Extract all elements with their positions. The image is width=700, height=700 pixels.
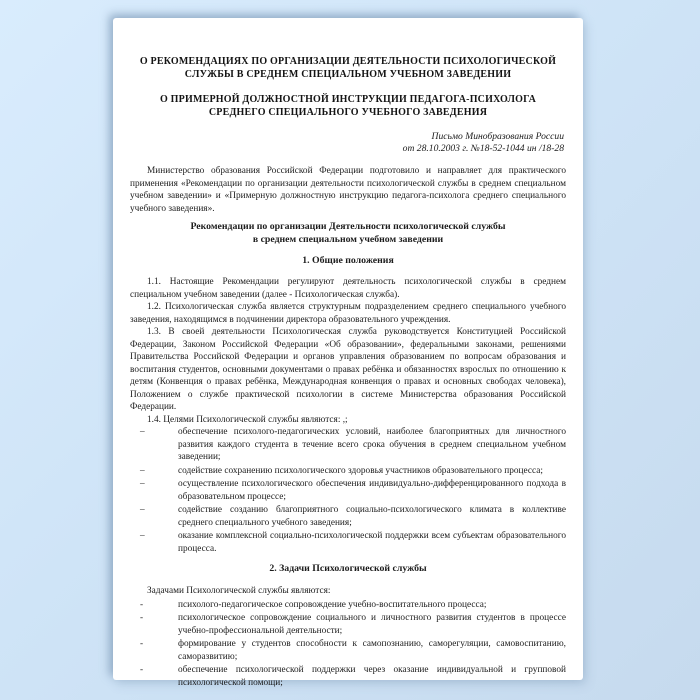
list-item bbox=[130, 612, 566, 637]
goal-item-text: содействие созданию благоприятного социально-психологического климата в коллективе среднего специального учебного заведения; bbox=[178, 505, 566, 528]
goal-item-text: содействие сохранению психологического здоровья участников образовательного процесса; bbox=[178, 465, 543, 476]
list-item bbox=[130, 465, 566, 478]
dash-bullet-marker: - bbox=[140, 613, 144, 623]
intro-paragraph: Министерство образования Российской Федерации подготовило и направляет для практического применения «Рекомендации по организации деятельности психологической службы в среднем специальном учебном заведении» и «Примерную должностную инструкцию педагога-психолога среднего специального учебного заведения». bbox=[130, 166, 566, 214]
letter-reference-source: Письмо Минобразования России bbox=[431, 131, 564, 142]
list-item bbox=[130, 530, 566, 555]
dash-bullet-marker: – bbox=[140, 427, 145, 437]
document-subtitle-line1: Рекомендации по организации Деятельности психологической службы bbox=[190, 221, 506, 232]
dash-bullet-marker: – bbox=[140, 479, 145, 489]
document-title-primary bbox=[136, 55, 560, 81]
list-item bbox=[130, 426, 566, 464]
section2-tasks-list bbox=[130, 599, 566, 690]
dash-bullet-marker: - bbox=[140, 599, 144, 610]
document-title-secondary-line2: СРЕДНЕГО СПЕЦИАЛЬНОГО УЧЕБНОГО ЗАВЕДЕНИЯ bbox=[208, 107, 488, 118]
section1-heading: 1. Общие положения bbox=[302, 255, 394, 266]
section2-lead: Задачами Психологической службы являются: bbox=[147, 586, 331, 596]
goal-item-text: осуществление психологического обеспечения индивидуально-дифференцированного подхода в образовательном процессе; bbox=[178, 479, 566, 502]
list-item bbox=[130, 638, 566, 663]
list-item bbox=[130, 478, 566, 503]
task-item-text: психолого-педагогическое сопровождение учебно-воспитательного процесса; bbox=[178, 599, 487, 610]
list-item bbox=[130, 664, 566, 689]
dash-bullet-marker: – bbox=[140, 531, 145, 541]
dash-bullet-marker: - bbox=[140, 665, 144, 675]
document-title-secondary bbox=[136, 93, 560, 119]
dash-bullet-marker: - bbox=[140, 639, 144, 649]
list-item bbox=[130, 599, 566, 612]
letter-reference-number: от 28.10.2003 г. №18-52-1044 ин /18-28 bbox=[402, 143, 564, 154]
clause-1-1: 1.1. Настоящие Рекомендации регулируют деятельность психологической службы в среднем специальном учебном заведении (далее - Психологическая служба). bbox=[130, 277, 566, 300]
document-title-secondary-line1: О ПРИМЕРНОЙ ДОЛЖНОСТНОЙ ИНСТРУКЦИИ ПЕДАГОГА-ПСИХОЛОГА bbox=[160, 94, 536, 105]
goal-item-text: обеспечение психолого-педагогических условий, наиболее благоприятных для личностного развития каждого студента в течение всего срока обучения в среднем специальном учебном заведении; bbox=[178, 427, 566, 462]
document-title-primary-line1: О РЕКОМЕНДАЦИЯХ ПО ОРГАНИЗАЦИИ ДЕЯТЕЛЬНОСТИ ПСИХОЛОГИЧЕСКОЙ bbox=[139, 56, 557, 67]
document-subtitle bbox=[130, 220, 566, 246]
clause-1-2: 1.2. Психологическая служба является структурным подразделением среднего специального учебного заведения, находящимся в подчинении директора образовательного учреждения. bbox=[130, 302, 566, 325]
clause-1-4: 1.4. Целями Психологической службы являются: ,; bbox=[147, 414, 348, 425]
document-page bbox=[113, 18, 583, 688]
list-item bbox=[130, 504, 566, 529]
section1-goals-list bbox=[130, 426, 566, 555]
clause-1-3: 1.3. В своей деятельности Психологическая служба руководствуется Конституцией Российской Федерации, Законом Российской Федерации «Об образовании», федеральными законами, решениями Правительства Российской Федерации и органов управления образованием по вопросам образования и воспитания студентов, основными документами о правах ребёнка и обязанностях взрослых по отношению к детям (Конвенция о правах ребёнка, Международная конвенция о правах и основных свободах человека), Положением о службе практической психологии в системе Министерства образования Российской Федерации. bbox=[130, 327, 566, 412]
task-item-text: обеспечение психологической поддержки через оказание индивидуальной и групповой психологической помощи; bbox=[178, 665, 566, 688]
task-item-text: формирование у студентов способности к самопознанию, саморегуляции, самовоспитанию, саморазвитию; bbox=[178, 639, 566, 662]
goal-item-text: оказание комплексной социально-психологической поддержки всем субъектам образовательного процесса. bbox=[178, 531, 566, 554]
document-title-primary-line2: СЛУЖБЫ В СРЕДНЕМ СПЕЦИАЛЬНОМ УЧЕБНОМ ЗАВЕДЕНИИ bbox=[184, 69, 512, 80]
task-item-text: психологическое сопровождение социального и личностного развития студентов в процессе учебно-профессиональной деятельности; bbox=[178, 613, 566, 636]
dash-bullet-marker: – bbox=[140, 465, 145, 476]
dash-bullet-marker: – bbox=[140, 505, 145, 515]
section2-heading: 2. Задачи Психологической службы bbox=[269, 563, 427, 574]
document-subtitle-line2: в среднем специальном учебном заведении bbox=[252, 234, 444, 245]
letter-reference bbox=[130, 131, 564, 155]
